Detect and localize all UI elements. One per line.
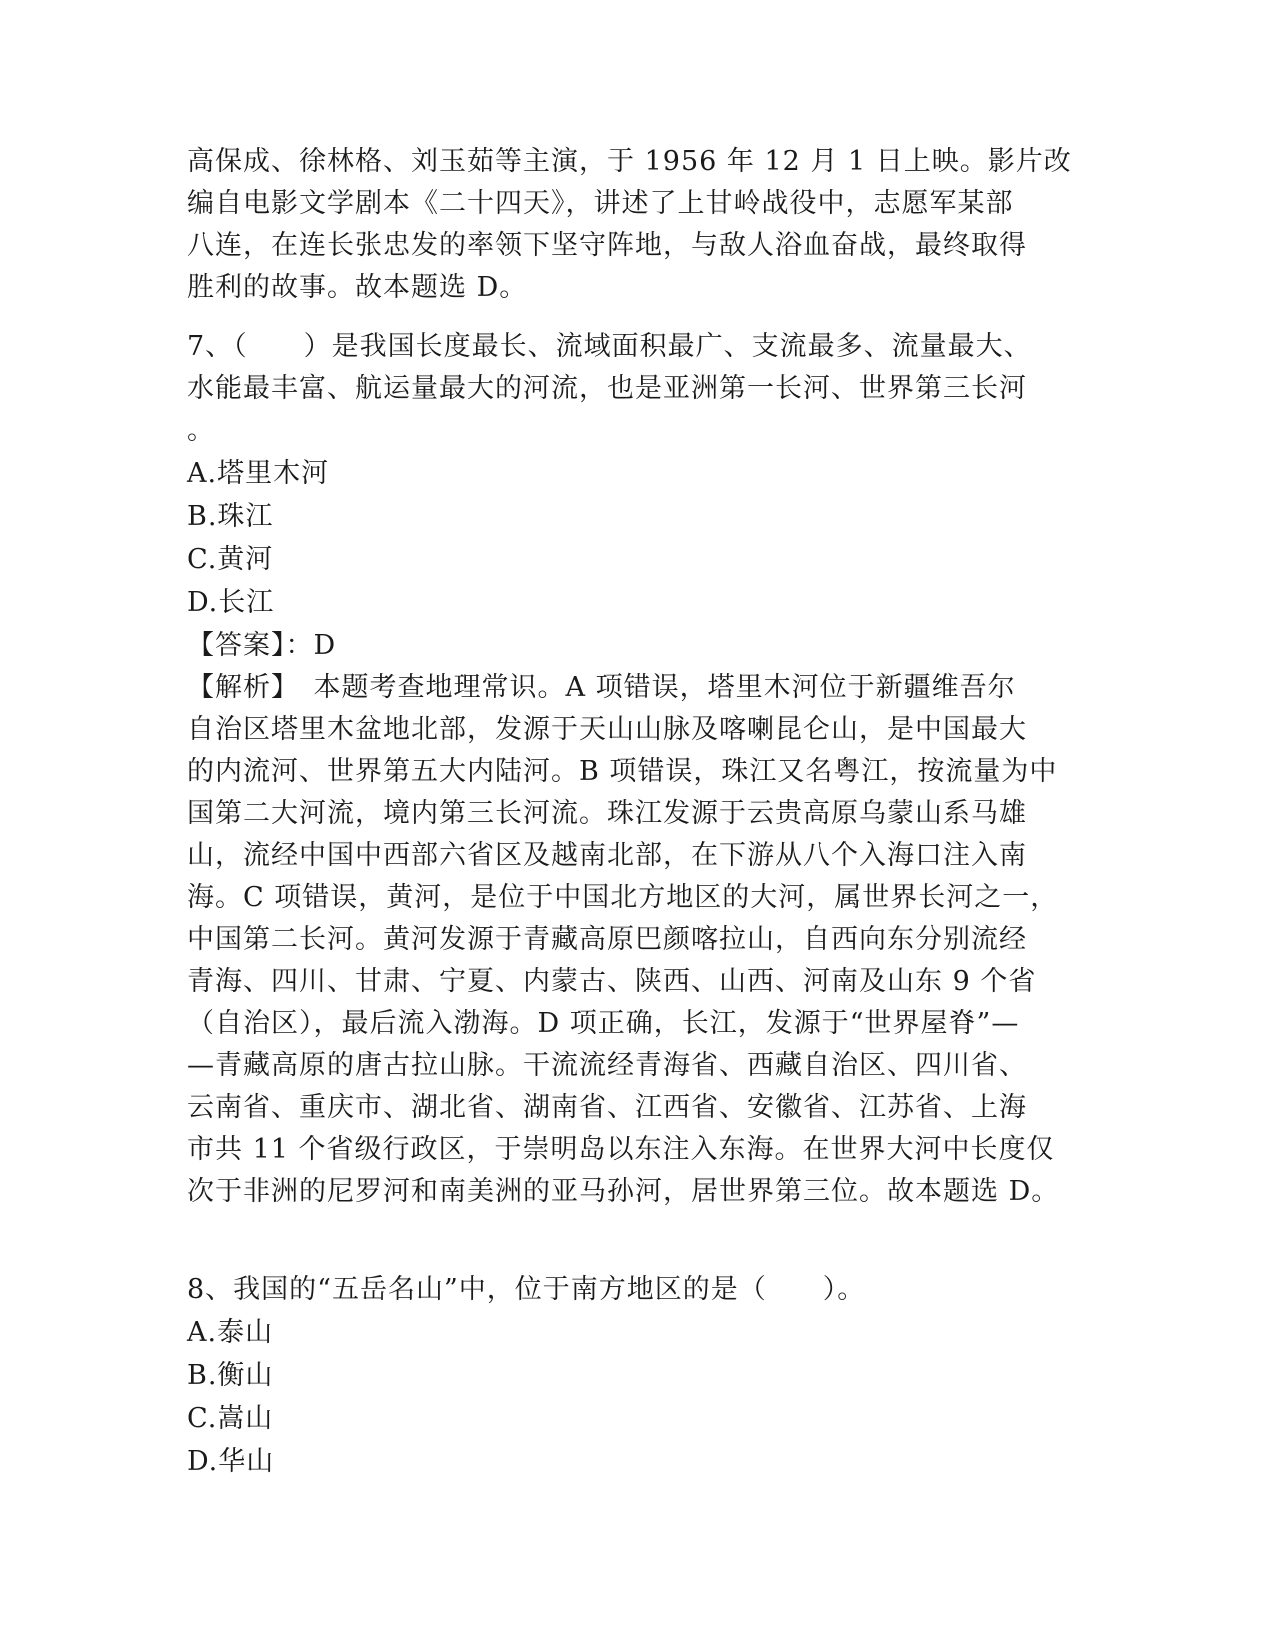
analysis-line: 市共 11 个省级行政区，于崇明岛以东注入东海。在世界大河中长度仅 bbox=[187, 1134, 1055, 1165]
analysis-line: 青海、四川、甘肃、宁夏、内蒙古、陕西、山西、河南及山东 9 个省 bbox=[187, 966, 1037, 997]
answer-line: 【答案】：D bbox=[187, 630, 337, 661]
question-stem-line: 8、我国的“五岳名山”中，位于南方地区的是（ ）。 bbox=[187, 1274, 866, 1305]
option-b: B.衡山 bbox=[187, 1360, 274, 1391]
analysis-line: 海。C 项错误，黄河，是位于中国北方地区的大河，属世界长河之一， bbox=[187, 882, 1059, 913]
question-stem-line: 。 bbox=[187, 415, 215, 446]
question-stem-line: 7、（ ）是我国长度最长、流域面积最广、支流最多、流量最大、 bbox=[187, 331, 1032, 362]
analysis-line: 山，流经中国中西部六省区及越南北部，在下游从八个入海口注入南 bbox=[187, 840, 1027, 871]
paragraph-line: 八连，在连长张忠发的率领下坚守阵地，与敌人浴血奋战，最终取得 bbox=[187, 230, 1027, 261]
analysis-line: 国第二大河流，境内第三长河流。珠江发源于云贵高原乌蒙山系马雄 bbox=[187, 798, 1027, 829]
question-8 bbox=[187, 1268, 1087, 1483]
paragraph-line: 胜利的故事。故本题选 D。 bbox=[187, 272, 528, 303]
analysis-line: —青藏高原的唐古拉山脉。干流流经青海省、西藏自治区、四川省、 bbox=[187, 1050, 1027, 1081]
option-c: C.黄河 bbox=[187, 544, 274, 575]
analysis-line: 自治区塔里木盆地北部，发源于天山山脉及喀喇昆仑山，是中国最大 bbox=[187, 714, 1027, 745]
question-7 bbox=[187, 326, 1087, 1213]
option-a: A.塔里木河 bbox=[187, 458, 330, 489]
analysis-line: （自治区），最后流入渤海。D 项正确，长江，发源于“世界屋脊”— bbox=[187, 1008, 1020, 1039]
analysis-line: 云南省、重庆市、湖北省、湖南省、江西省、安徽省、江苏省、上海 bbox=[187, 1092, 1027, 1123]
analysis-line: 的内流河、世界第五大内陆河。B 项错误，珠江又名粤江，按流量为中 bbox=[187, 756, 1058, 787]
option-d: D.华山 bbox=[187, 1446, 275, 1477]
paragraph-line: 高保成、徐林格、刘玉茹等主演，于 1956 年 12 月 1 日上映。影片改 bbox=[187, 146, 1072, 177]
previous-explanation bbox=[187, 141, 1087, 309]
analysis-line: 次于非洲的尼罗河和南美洲的亚马孙河，居世界第三位。故本题选 D。 bbox=[187, 1176, 1060, 1207]
question-stem-line: 水能最丰富、航运量最大的河流，也是亚洲第一长河、世界第三长河 bbox=[187, 373, 1027, 404]
option-d: D.长江 bbox=[187, 587, 275, 618]
analysis-line: 中国第二长河。黄河发源于青藏高原巴颜喀拉山，自西向东分别流经 bbox=[187, 924, 1027, 955]
option-a: A.泰山 bbox=[187, 1317, 274, 1348]
paragraph-line: 编自电影文学剧本《二十四天》，讲述了上甘岭战役中，志愿军某部 bbox=[187, 188, 1014, 219]
option-c: C.嵩山 bbox=[187, 1403, 274, 1434]
option-b: B.珠江 bbox=[187, 501, 274, 532]
analysis-line: 【解析】 本题考查地理常识。A 项错误，塔里木河位于新疆维吾尔 bbox=[187, 672, 1016, 703]
